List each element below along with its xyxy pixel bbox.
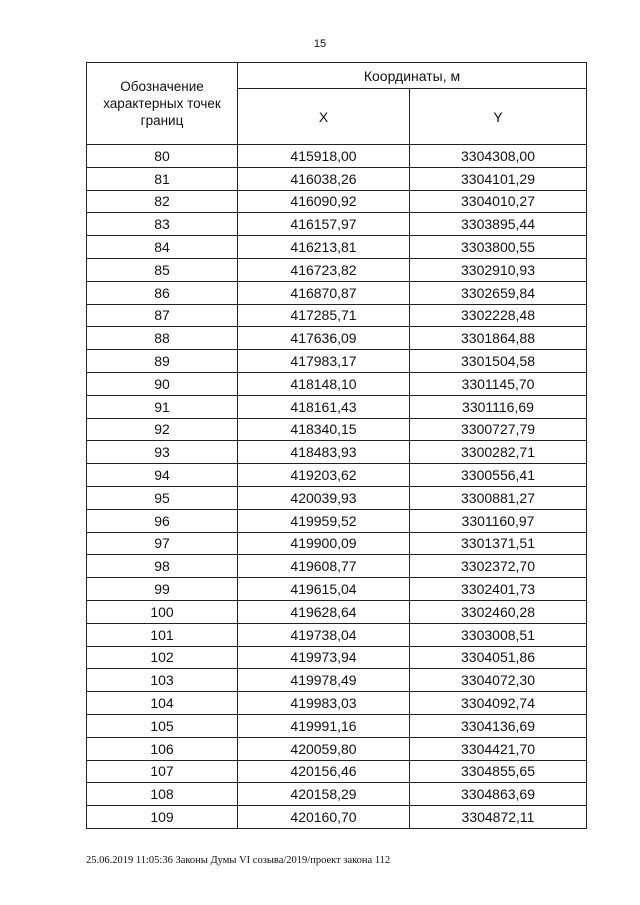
- x-cell: 419628,64: [238, 600, 410, 623]
- y-cell: 3303800,55: [410, 236, 587, 259]
- y-cell: 3304072,30: [410, 669, 587, 692]
- table-row: [87, 555, 587, 578]
- y-cell: 3304101,29: [410, 167, 587, 190]
- table-row: [87, 464, 587, 487]
- table-row: [87, 760, 587, 783]
- y-cell: 3304136,69: [410, 714, 587, 737]
- table-row: [87, 281, 587, 304]
- x-cell: 418148,10: [238, 372, 410, 395]
- y-cell: 3302401,73: [410, 578, 587, 601]
- table-row: [87, 646, 587, 669]
- table-row: [87, 258, 587, 281]
- point-cell: 98: [87, 555, 238, 578]
- x-cell: 416038,26: [238, 167, 410, 190]
- point-cell: 102: [87, 646, 238, 669]
- y-cell: 3302659,84: [410, 281, 587, 304]
- table-row: [87, 532, 587, 555]
- table-row: [87, 236, 587, 259]
- y-cell: 3304010,27: [410, 190, 587, 213]
- table-row: [87, 418, 587, 441]
- table-row: [87, 213, 587, 236]
- y-cell: 3302910,93: [410, 258, 587, 281]
- table-row: [87, 669, 587, 692]
- x-cell: 419615,04: [238, 578, 410, 601]
- x-cell: 420160,70: [238, 806, 410, 829]
- header-point-designation: Обозначение характерных точек границ: [87, 63, 238, 145]
- table-row: [87, 806, 587, 829]
- point-cell: 96: [87, 509, 238, 532]
- x-cell: 420158,29: [238, 783, 410, 806]
- point-cell: 103: [87, 669, 238, 692]
- y-cell: 3300556,41: [410, 464, 587, 487]
- table-row: [87, 441, 587, 464]
- point-cell: 85: [87, 258, 238, 281]
- point-cell: 108: [87, 783, 238, 806]
- y-cell: 3301145,70: [410, 372, 587, 395]
- x-cell: 417285,71: [238, 304, 410, 327]
- point-cell: 107: [87, 760, 238, 783]
- x-cell: 418161,43: [238, 395, 410, 418]
- y-cell: 3304863,69: [410, 783, 587, 806]
- y-cell: 3304421,70: [410, 737, 587, 760]
- x-cell: 419959,52: [238, 509, 410, 532]
- y-cell: 3300282,71: [410, 441, 587, 464]
- point-cell: 93: [87, 441, 238, 464]
- y-cell: 3301371,51: [410, 532, 587, 555]
- x-cell: 419973,94: [238, 646, 410, 669]
- point-cell: 88: [87, 327, 238, 350]
- point-cell: 81: [87, 167, 238, 190]
- table-row: [87, 327, 587, 350]
- y-cell: 3302228,48: [410, 304, 587, 327]
- table-row: [87, 145, 587, 168]
- x-cell: 417636,09: [238, 327, 410, 350]
- y-cell: 3301160,97: [410, 509, 587, 532]
- table-body: [87, 145, 587, 829]
- header-y: Y: [410, 89, 587, 145]
- table-row: [87, 509, 587, 532]
- point-cell: 82: [87, 190, 238, 213]
- header-coordinates: Координаты, м: [238, 63, 587, 89]
- x-cell: 417983,17: [238, 350, 410, 373]
- coordinates-table: [86, 62, 587, 829]
- x-cell: 420039,93: [238, 486, 410, 509]
- point-cell: 99: [87, 578, 238, 601]
- x-cell: 419991,16: [238, 714, 410, 737]
- x-cell: 416870,87: [238, 281, 410, 304]
- table-row: [87, 623, 587, 646]
- x-cell: 419203,62: [238, 464, 410, 487]
- x-cell: 420059,80: [238, 737, 410, 760]
- table-row: [87, 167, 587, 190]
- table-row: [87, 486, 587, 509]
- point-cell: 95: [87, 486, 238, 509]
- table-row: [87, 783, 587, 806]
- point-cell: 109: [87, 806, 238, 829]
- point-cell: 86: [87, 281, 238, 304]
- y-cell: 3302372,70: [410, 555, 587, 578]
- x-cell: 419900,09: [238, 532, 410, 555]
- x-cell: 416090,92: [238, 190, 410, 213]
- x-cell: 419978,49: [238, 669, 410, 692]
- table-row: [87, 600, 587, 623]
- table-row: [87, 304, 587, 327]
- table-row: [87, 692, 587, 715]
- x-cell: 418340,15: [238, 418, 410, 441]
- x-cell: 419608,77: [238, 555, 410, 578]
- y-cell: 3303895,44: [410, 213, 587, 236]
- table-row: [87, 395, 587, 418]
- point-cell: 97: [87, 532, 238, 555]
- x-cell: 416213,81: [238, 236, 410, 259]
- y-cell: 3304092,74: [410, 692, 587, 715]
- point-cell: 87: [87, 304, 238, 327]
- y-cell: 3304855,65: [410, 760, 587, 783]
- page-number: 15: [313, 38, 327, 50]
- y-cell: 3304051,86: [410, 646, 587, 669]
- y-cell: 3304872,11: [410, 806, 587, 829]
- point-cell: 91: [87, 395, 238, 418]
- x-cell: 416157,97: [238, 213, 410, 236]
- x-cell: 419738,04: [238, 623, 410, 646]
- table-row: [87, 578, 587, 601]
- x-cell: 418483,93: [238, 441, 410, 464]
- table-row: [87, 350, 587, 373]
- y-cell: 3301116,69: [410, 395, 587, 418]
- x-cell: 419983,03: [238, 692, 410, 715]
- y-cell: 3302460,28: [410, 600, 587, 623]
- y-cell: 3304308,00: [410, 145, 587, 168]
- point-cell: 94: [87, 464, 238, 487]
- point-cell: 105: [87, 714, 238, 737]
- y-cell: 3300881,27: [410, 486, 587, 509]
- point-cell: 84: [87, 236, 238, 259]
- point-cell: 89: [87, 350, 238, 373]
- y-cell: 3300727,79: [410, 418, 587, 441]
- point-cell: 104: [87, 692, 238, 715]
- header-x: X: [238, 89, 410, 145]
- y-cell: 3303008,51: [410, 623, 587, 646]
- point-cell: 106: [87, 737, 238, 760]
- table-row: [87, 372, 587, 395]
- x-cell: 420156,46: [238, 760, 410, 783]
- table-row: [87, 737, 587, 760]
- table-row: [87, 190, 587, 213]
- x-cell: 415918,00: [238, 145, 410, 168]
- y-cell: 3301864,88: [410, 327, 587, 350]
- y-cell: 3301504,58: [410, 350, 587, 373]
- point-cell: 92: [87, 418, 238, 441]
- point-cell: 80: [87, 145, 238, 168]
- point-cell: 101: [87, 623, 238, 646]
- point-cell: 100: [87, 600, 238, 623]
- point-cell: 83: [87, 213, 238, 236]
- footer-note: 25.06.2019 11:05:36 Законы Думы VI созыва/2019/проект закона 112: [86, 855, 391, 866]
- table-row: [87, 714, 587, 737]
- x-cell: 416723,82: [238, 258, 410, 281]
- point-cell: 90: [87, 372, 238, 395]
